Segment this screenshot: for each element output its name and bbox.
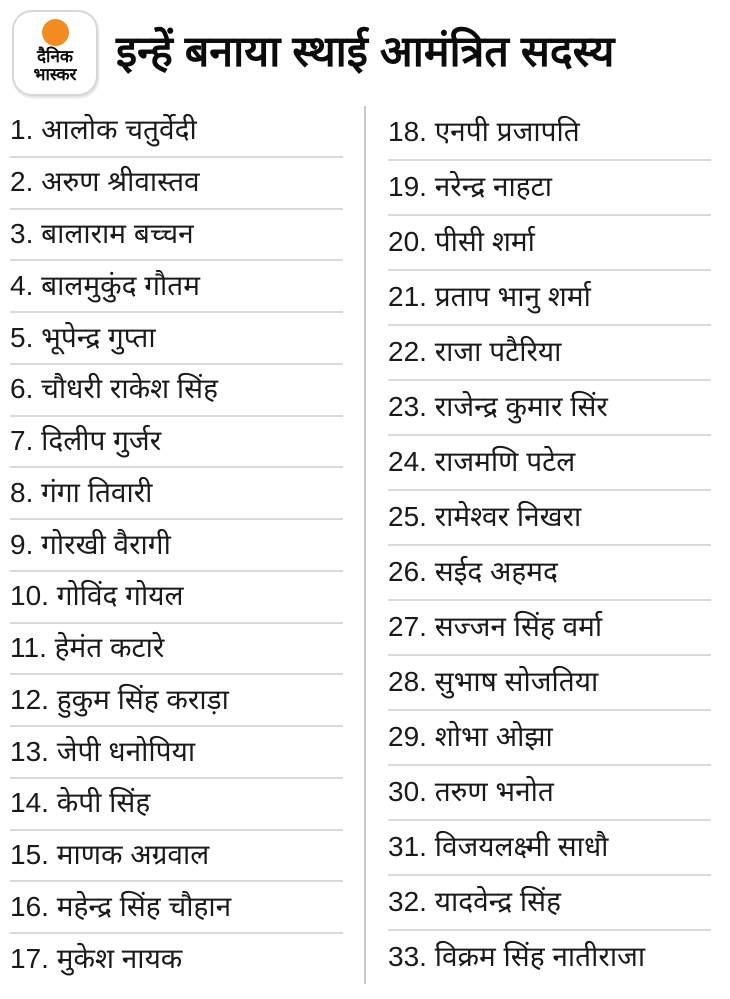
member-name: 7. दिलीप गुर्जर [10,425,162,457]
member-name: 26. सईद अहमद [388,556,558,588]
list-item [388,161,711,216]
list-item [388,876,711,931]
member-name: 18. एनपी प्रजापति [388,116,580,148]
dainik-bhaskar-logo [12,10,98,96]
member-name: 15. माणक अग्रवाल [10,839,210,871]
list-item [388,326,711,381]
logo-brand-line1: दैनिक [37,47,73,66]
member-name: 12. हुकुम सिंह कराड़ा [10,683,229,715]
list-item [10,572,343,624]
list-item [10,261,343,313]
list-item [10,779,343,831]
member-name: 29. शोभा ओझा [388,721,553,753]
sun-icon [42,19,69,46]
list-item [10,675,343,727]
member-name: 31. विजयलक्ष्मी साधौ [388,831,609,863]
list-item [10,365,343,417]
member-name: 2. अरुण श्रीवास्तव [10,166,200,198]
member-name: 6. चौधरी राकेश सिंह [10,373,218,405]
member-name: 10. गोविंद गोयल [10,580,184,612]
member-name: 22. राजा पटैरिया [388,336,562,368]
member-name: 21. प्रताप भानु शर्मा [388,281,591,313]
member-list-right-column [366,106,711,984]
list-item [10,520,343,572]
list-item [388,601,711,656]
member-name: 17. मुकेश नायक [10,942,183,974]
logo-brand-line2: भास्कर [33,65,77,85]
member-name: 28. सुभाष सोजतिया [388,666,599,698]
list-item [388,491,711,546]
page-title: इन्हें बनाया स्थाई आमंत्रित सदस्य [116,28,615,77]
member-name: 13. जेपी धनोपिया [10,735,196,767]
member-name: 19. नरेन्द्र नाहटा [388,171,553,203]
member-name: 30. तरुण भनोत [388,776,554,808]
list-item [388,821,711,876]
member-name: 14. केपी सिंह [10,787,151,819]
member-name: 32. यादवेन्द्र सिंह [388,886,561,918]
list-item [10,158,343,210]
list-item [388,436,711,491]
member-name: 24. राजमणि पटेल [388,446,576,478]
member-name: 20. पीसी शर्मा [388,226,535,258]
logo-brand-text [34,48,77,85]
member-name: 16. महेन्द्र सिंह चौहान [10,890,232,922]
list-item [388,931,711,984]
member-name: 27. सज्जन सिंह वर्मा [388,611,603,643]
list-item [388,216,711,271]
list-item [10,106,343,158]
member-list [10,106,711,984]
list-item [10,313,343,365]
member-name: 4. बालमुकुंद गौतम [10,269,200,301]
member-list-left-column [10,106,366,984]
member-name: 33. विक्रम सिंह नातीराजा [388,941,646,973]
member-name: 1. आलोक चतुर्वेदी [10,114,197,146]
list-item [10,882,343,934]
list-item [388,766,711,821]
list-item [388,271,711,326]
list-item [10,468,343,520]
list-item [388,711,711,766]
list-item [10,727,343,779]
member-name: 5. भूपेन्द्र गुप्ता [10,321,156,353]
list-item [10,210,343,262]
member-name: 3. बालाराम बच्चन [10,218,194,250]
list-item [388,656,711,711]
member-name: 8. गंगा तिवारी [10,476,153,508]
list-item [10,934,343,984]
list-item [10,624,343,676]
list-item [10,417,343,469]
list-item [388,381,711,436]
list-item [10,831,343,883]
member-name: 23. राजेन्द्र कुमार सिंर [388,391,608,423]
member-name: 25. रामेश्वर निखरा [388,501,582,533]
list-item [388,106,711,161]
member-name: 9. गोरखी वैरागी [10,528,171,560]
member-name: 11. हेमंत कटारे [10,632,165,664]
list-item [388,546,711,601]
header [0,0,730,96]
